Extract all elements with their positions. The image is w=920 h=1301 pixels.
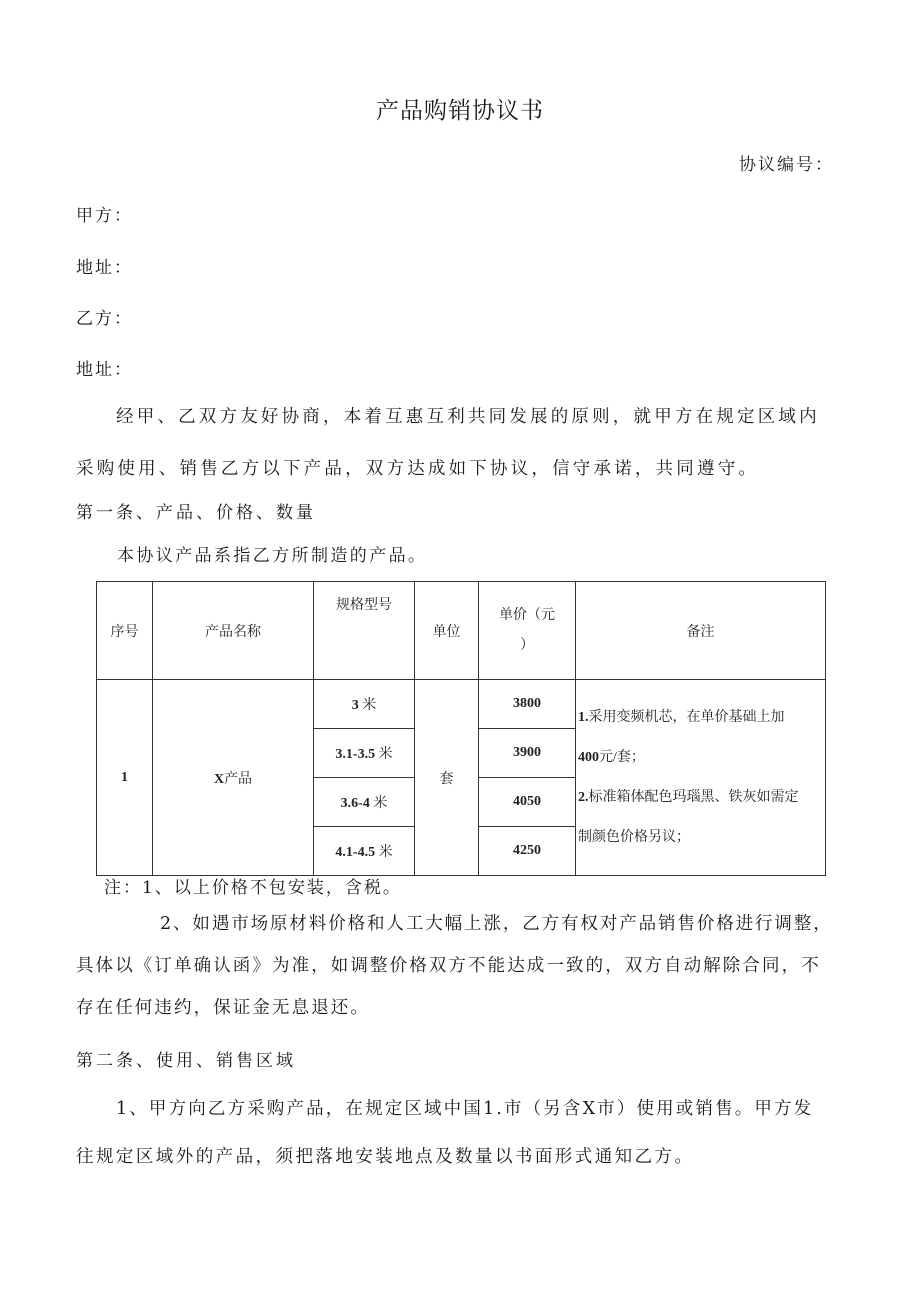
note-1: 注：1、以上价格不包安装，含税。 xyxy=(104,878,402,898)
cell-spec xyxy=(314,680,415,729)
remark-line-3 xyxy=(578,778,825,818)
spec-unit: 米 xyxy=(378,845,393,860)
cell-price: 3800 xyxy=(479,680,576,729)
article-1-title: 第一条、产品、价格、数量 xyxy=(76,503,316,523)
header-unit: 单位 xyxy=(415,582,479,680)
remark-2b-text: 制颜色价格另议； xyxy=(578,829,690,845)
party-b-label: 乙方： xyxy=(76,309,133,329)
agreement-number-label: 协议编号： xyxy=(739,155,834,175)
address-b-label: 地址： xyxy=(76,360,133,380)
article-2-para-1-line-2: 往规定区域外的产品，须把落地安装地点及数量以书面形式通知乙方。 xyxy=(76,1147,695,1167)
note-2-line-1: 2、如遇市场原材料价格和人工大幅上涨，乙方有权对产品销售价格进行调整， xyxy=(160,914,833,934)
party-a-label: 甲方： xyxy=(76,206,133,226)
cell-product-name xyxy=(153,680,314,876)
remark-1b-text: 元/套； xyxy=(599,749,645,765)
header-unit-price-line1: 单价（元 xyxy=(499,607,555,623)
table-header-row xyxy=(97,582,826,680)
address-a-label: 地址： xyxy=(76,258,133,278)
spec-number: 4.1-4.5 xyxy=(335,845,376,860)
note-2-line-2: 具体以《订单确认函》为准，如调整价格双方不能达成一致的，双方自动解除合同，不 xyxy=(76,956,821,976)
cell-seq: 1 xyxy=(97,680,153,876)
header-remark: 备注 xyxy=(576,582,826,680)
remark-1-text: 采用变频机芯，在单价基础上加 xyxy=(588,709,785,725)
spec-unit: 米 xyxy=(362,698,377,713)
product-name-prefix: X xyxy=(213,771,225,787)
cell-remark xyxy=(576,680,826,876)
product-name-suffix: 产品 xyxy=(224,771,253,787)
article-2-title: 第二条、使用、销售区域 xyxy=(76,1051,296,1071)
cell-price: 4050 xyxy=(479,778,576,827)
price-table xyxy=(96,581,826,876)
remark-2-text: 标准箱体配色玛瑙黑、铁灰如需定 xyxy=(588,789,799,805)
remark-line-2 xyxy=(578,738,825,778)
cell-price: 3900 xyxy=(479,729,576,778)
intro-line-2: 采购使用、销售乙方以下产品，双方达成如下协议，信守承诺，共同遵守。 xyxy=(76,459,760,479)
header-spec: 规格型号 xyxy=(314,582,415,680)
article-1-description: 本协议产品系指乙方所制造的产品。 xyxy=(117,546,428,566)
cell-price: 4250 xyxy=(479,827,576,876)
article-2-para-1-line-1: 1、甲方向乙方采购产品，在规定区域中国1.市（另含X市）使用或销售。甲方发 xyxy=(116,1099,814,1119)
table-row xyxy=(97,680,826,729)
spec-number: 3.1-3.5 xyxy=(335,747,376,762)
cell-unit: 套 xyxy=(415,680,479,876)
header-seq: 序号 xyxy=(97,582,153,680)
header-unit-price-line2: ） xyxy=(520,637,534,653)
cell-spec xyxy=(314,778,415,827)
spec-number: 3.6-4 xyxy=(340,796,370,811)
remark-2-number: 2. xyxy=(578,789,589,805)
remark-1-number: 1. xyxy=(578,709,589,725)
note-2-line-3: 存在任何违约，保证金无息退还。 xyxy=(76,998,370,1018)
cell-spec xyxy=(314,827,415,876)
header-product-name: 产品名称 xyxy=(153,582,314,680)
spec-number: 3 xyxy=(351,698,359,713)
cell-spec xyxy=(314,729,415,778)
spec-unit: 米 xyxy=(373,796,388,811)
header-unit-price xyxy=(479,582,576,680)
remark-1b-number: 400 xyxy=(578,749,599,765)
remark-line-4 xyxy=(578,818,825,858)
intro-line-1: 经甲、乙双方友好协商，本着互惠互利共同发展的原则，就甲方在规定区域内 xyxy=(116,407,820,427)
remark-line-1 xyxy=(578,698,825,738)
spec-unit: 米 xyxy=(378,747,393,762)
document-title: 产品购销协议书 xyxy=(376,98,544,124)
